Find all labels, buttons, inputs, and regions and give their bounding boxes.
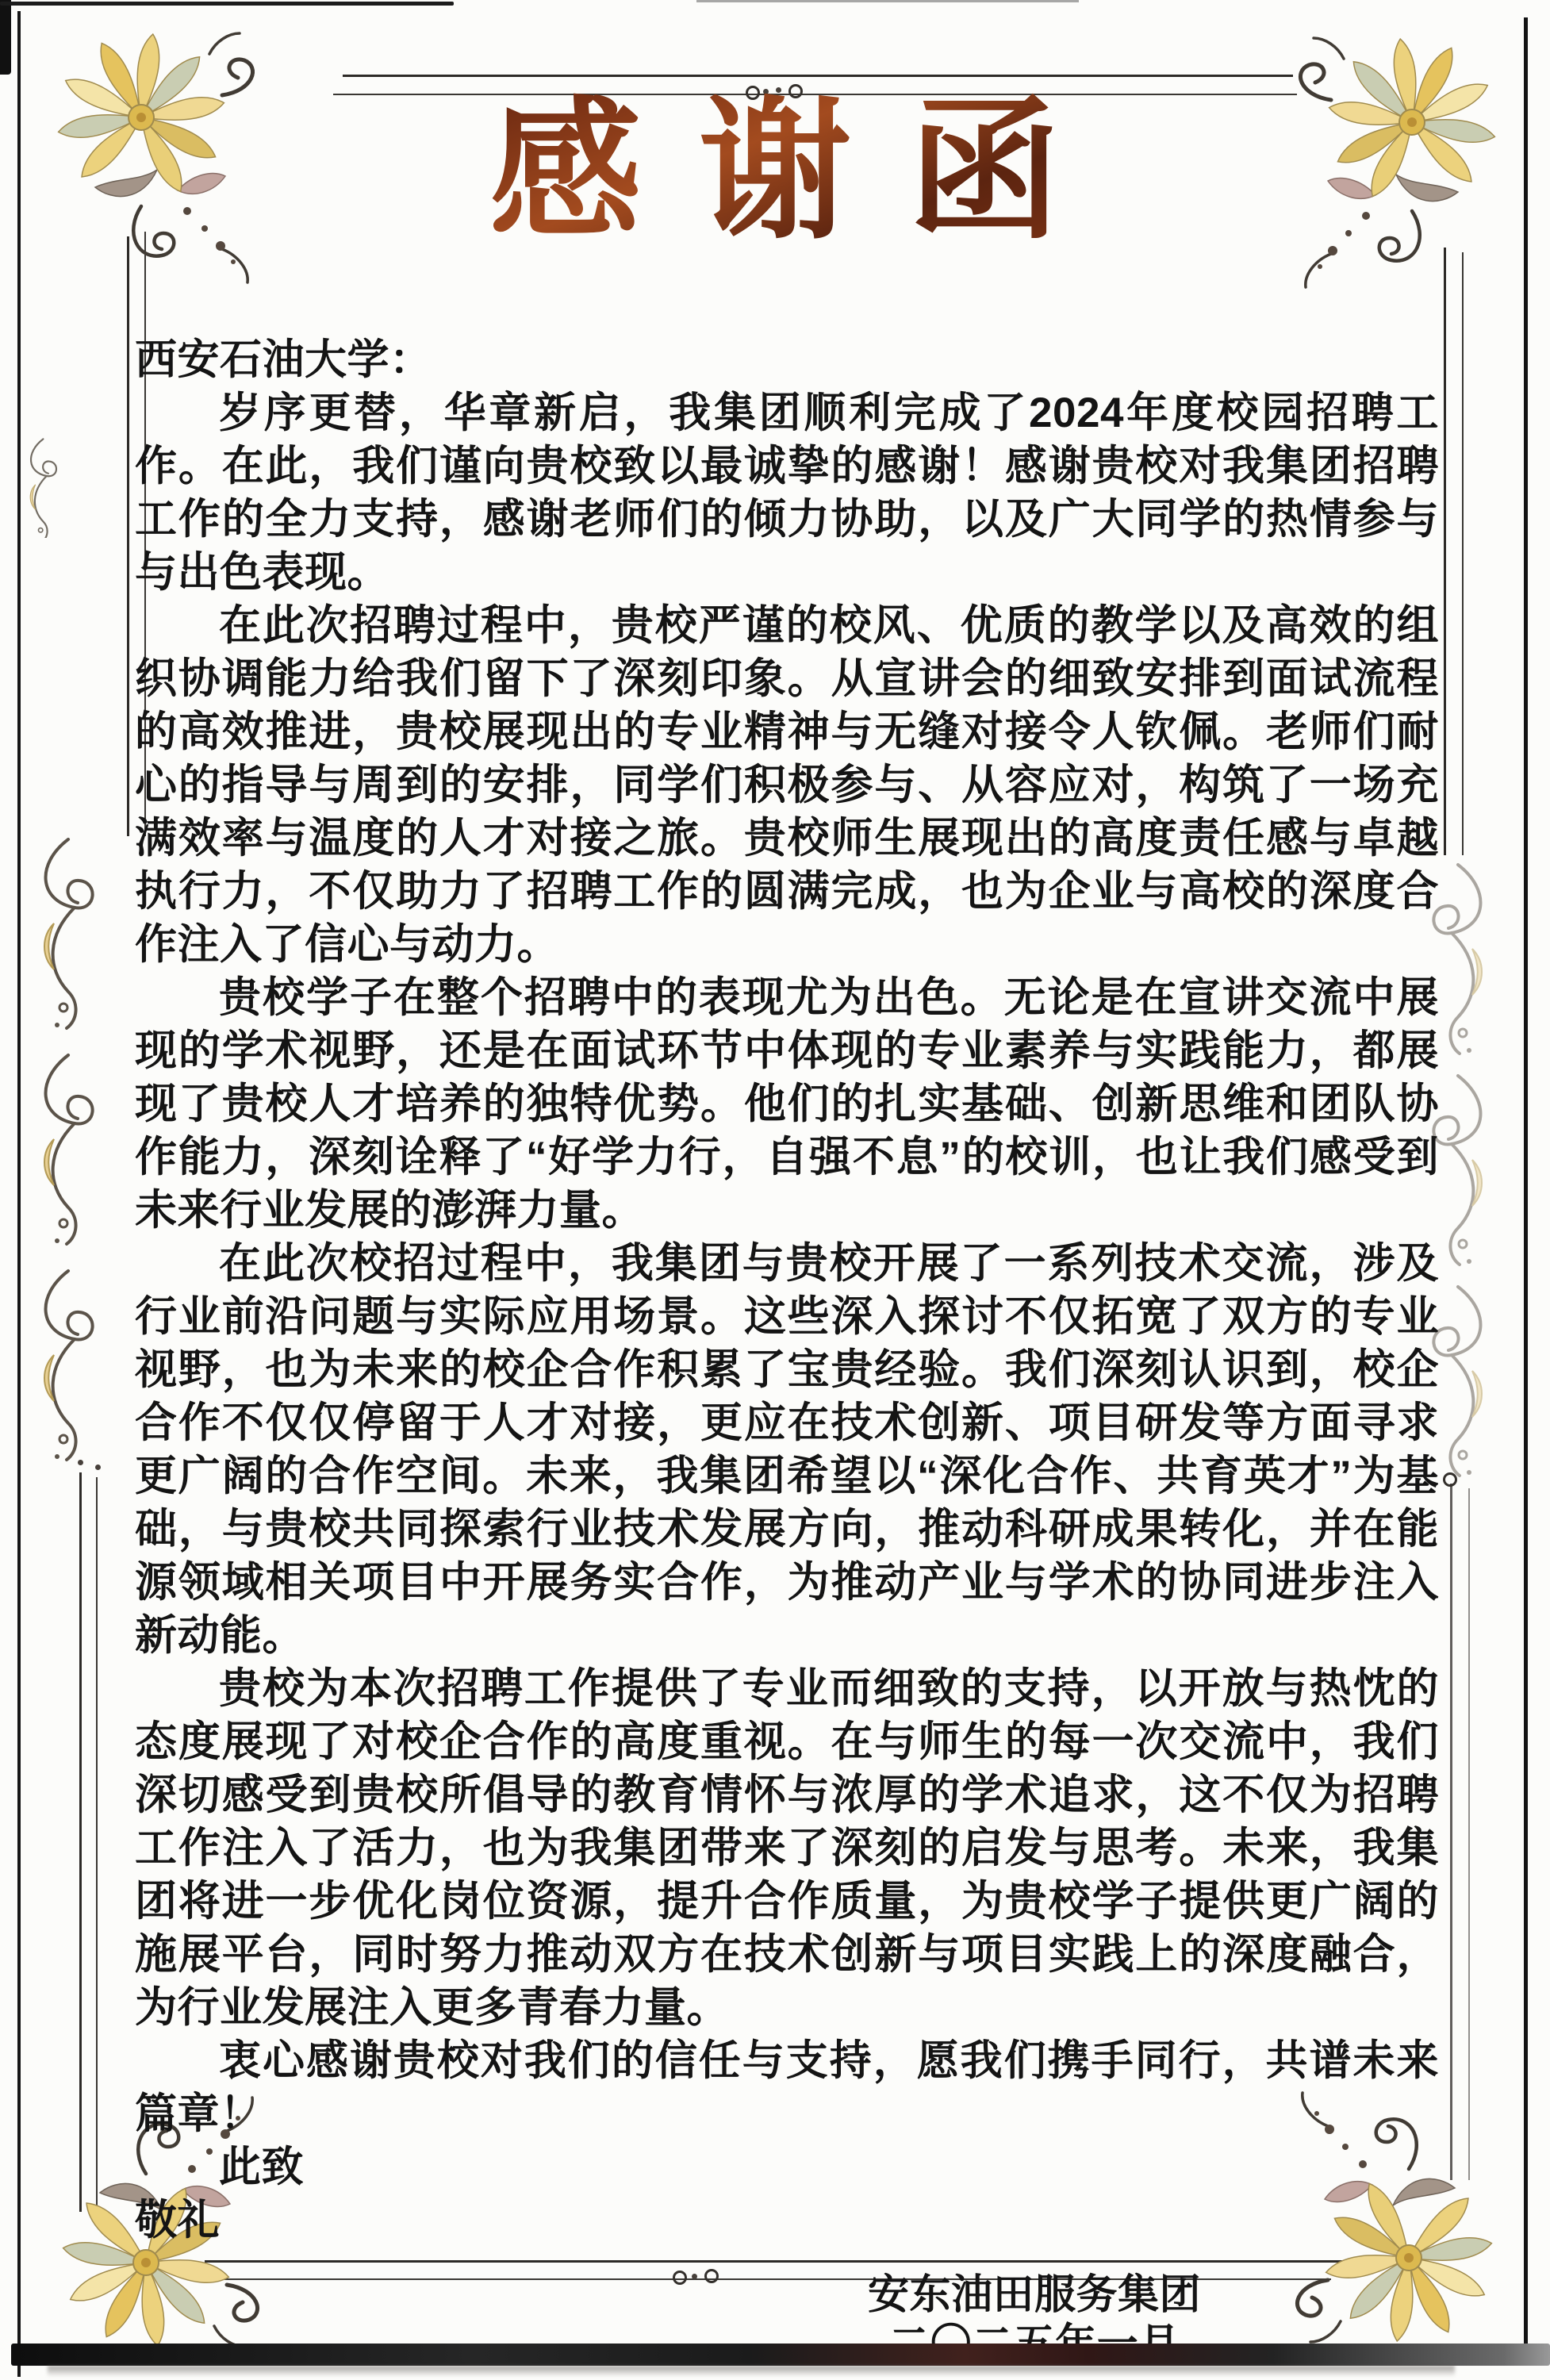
paragraph-1: 岁序更替，华章新启，我集团顺利完成了2024年度校园招聘工作。在此，我们谨向贵校致以最诚挚的感谢！感谢贵校对我集团招聘工作的全力支持，感谢老师们的倾力协助，以及广大同学的热情参与与出色表现。 — [135, 390, 1439, 596]
inner-border-right-lower-line-2 — [1468, 1488, 1470, 2180]
inner-border-right-lower-line-1 — [1450, 1484, 1452, 2180]
scan-artifact-bottom-band — [11, 2344, 1550, 2366]
scan-artifact-top-left-bar — [0, 0, 11, 75]
paragraph-2: 在此次招聘过程中，贵校严谨的校风、优质的教学以及高效的组织协调能力给我们留下了深刻印象。从宣讲会的细致安排到面试流程的高效推进，贵校展现出的专业精神与无缝对接令人钦佩。老师们耐心的指导与周到的安排，同学们积极参与、从容应对，构筑了一场充满效率与温度的人才对接之旅。贵校师生展现出的高度责任感与卓越执行力，不仅助力了招聘工作的圆满完成，也为企业与高校的深度合作注入了信心与动力。 — [135, 602, 1439, 968]
scan-artifact-bottom-smear — [48, 2366, 1455, 2377]
paragraph-5: 贵校为本次招聘工作提供了专业而细致的支持，以开放与热忱的态度展现了对校企合作的高度重视。在与师生的每一次交流中，我们深切感受到贵校所倡导的教育情怀与浓厚的学术追求，这不仅为招聘工作注入了活力，也为我集团带来了深刻的启发与思考。未来，我集团将进一步优化岗位资源，提升合作质量，为贵校学子提供更广阔的施展平台，同时努力推动双方在技术创新与项目实践上的深度融合，为行业发展注入更多青春力量。 — [135, 1665, 1439, 2031]
paragraph-6: 衷心感谢贵校对我们的信任与支持，愿我们携手同行，共谱未来篇章！ — [135, 2037, 1439, 2137]
inner-border-left-upper-line-1 — [127, 236, 129, 836]
scroll-ornament-left-icon — [13, 831, 108, 1482]
closing-cizhi: 此致 — [219, 2144, 304, 2190]
scan-artifact-top-edge-line — [0, 2, 454, 6]
letter-title: 感谢函 — [29, 76, 1550, 267]
paragraph-4: 在此次校招过程中，我集团与贵校开展了一系列技术交流，涉及行业前沿问题与实际应用场景。这些深入探讨不仅拓宽了双方的专业视野，也为未来的校企合作积累了宝贵经验。我们深刻认识到，校企合作不仅仅停留于人才对接，更应在技术创新、项目研发等方面寻求更广阔的合作空间。未来，我集团希望以“深化合作、共育英才”为基础，与贵校共同探索行业技术发展方向，推动科研成果转化，并在能源领域相关项目中开展务实合作，为推动产业与学术的协同进步注入新动能。 — [135, 1240, 1439, 1659]
scan-artifact-top-edge-line-faint — [696, 0, 1079, 2]
inner-border-right-upper-line-1 — [1444, 248, 1446, 855]
salutation: 西安石油大学： — [135, 336, 432, 383]
closing-jingli: 敬礼 — [135, 2197, 220, 2244]
signature-company: 安东油田服务集团 — [867, 2272, 1201, 2318]
scroll-ornament-small-left-icon — [11, 435, 67, 538]
outer-frame-right-line — [1524, 17, 1528, 2347]
inner-border-right-upper-line-2 — [1462, 252, 1464, 855]
letter-body — [135, 333, 1439, 2369]
paragraph-3: 贵校学子在整个招聘中的表现尤为出色。无论是在宣讲交流中展现的学术视野，还是在面试环节中体现的专业素养与实践能力，都展现了贵校人才培养的独特优势。他们的扎实基础、创新思维和团队协作能力，深刻诠释了“好学力行，自强不息”的校训，也让我们感受到未来行业发展的澎湃力量。 — [135, 974, 1439, 1234]
